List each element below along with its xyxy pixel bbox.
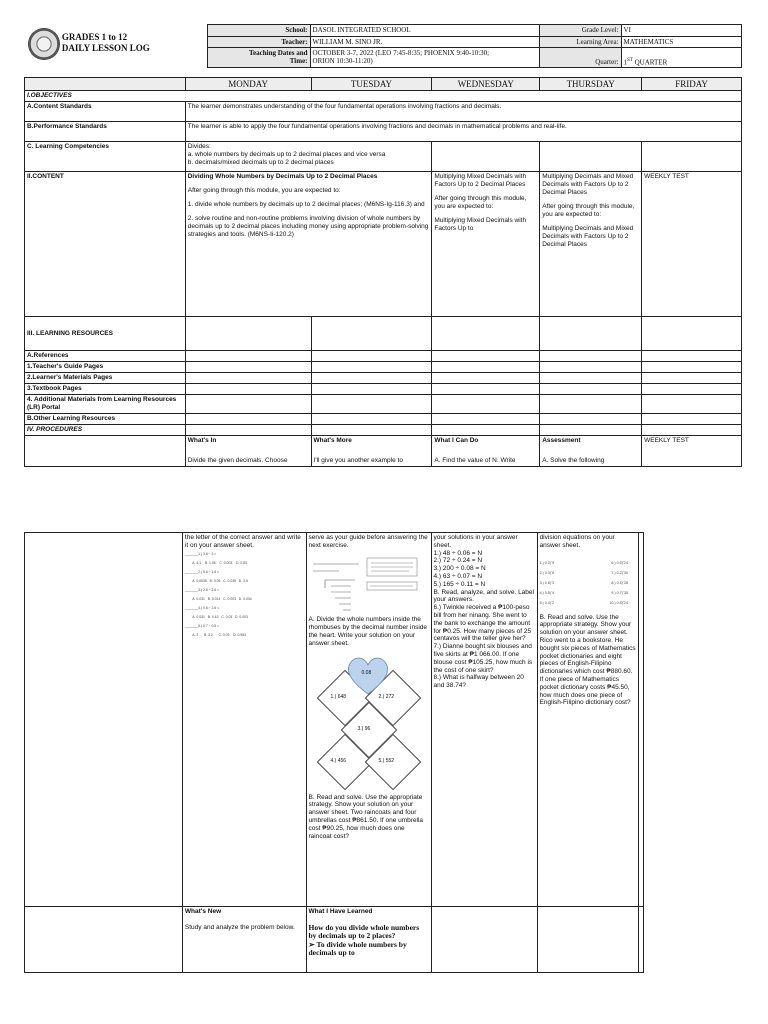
monday-whats-in-continued: the letter of the correct answer and write it on your answer sheet. _______1.) 3.6 ÷ 3 = A. 4.1 B. 1.06 C. 0.003 D. 0.83 _______2.) 5.6 ÷ 1.6 = A. 0.0035 B. 3.05 C. 0.035 D. 3.5 _______3.) 2.6 ÷ 2.6 = A. 0.031 B. 0.014 C. 0.003 D. 0.034 _______4.) 0.6 ÷ 2.6 = A. 0.031 B. 0.43 C. 0.03 D. 0.003 _______5.) 0.7 ÷ 0.5 = A. 2 B. 3.2 C. 0.03 D. 0.983 — [182, 533, 306, 907]
division-equations-image: 1.) 0.2)‾9 6.) 0.5)‾24 2.) 0.3)‾6 7.) 0.2)‾30 3.) 0.6)‾3 8.) 0.4)‾28 4.) 0.5)‾4 9.) 0.7)‾35 5.) 0.4)‾2 10.) 0.8)‾24 — [539, 560, 628, 605]
thursday-procedure: Assessment A. Solve the following — [540, 436, 642, 467]
performance-standard: The learner is able to apply the four fundamental operations involving fractions and decimals in mathematical problems and real-life. — [185, 122, 741, 142]
wednesday-content: Multiplying Mixed Decimals with Factors Up to 2 Decimal Places After going through this module, you are expected to: Multiplying Mixed Decimals with Factors Up to — [432, 172, 540, 317]
thursday-assessment-continued: division equations on your answer sheet. 1.) 0.2)‾9 6.) 0.5)‾24 2.) 0.3)‾6 7.) 0.2)‾30 3.) 0.6)‾3 8.) 0.4)‾28 4.) 0.5)‾4 9.) 0.7)‾35 5.) 0.4)‾2 10.) 0.8)‾24 B. Read and solve. Use the appropriate strategy. Show your solution on your answer sheet. Rico went to a bookstore. He bought six pieces of Mathematics pocket dictionaries and eight pieces of English-Filipino dictionaries which cost ₱880.60. If one piece of Mathematics pocket dictionary costs ₱45.50, how much does one piece of English-Filipino dictionary cost? — [537, 533, 638, 907]
lesson-log-page-2 — [24, 532, 742, 972]
tuesday-whats-more-continued: serve as your guide before answering the next exercise. A. Divide the whole numbers inside the rhombuses by the decimal number inside the heart. Write your solution on your answer sheet. 0.08 1.) 648 2.) 272 3.) 96 4.) 456 5.) 552 B. Read and solve. Use the appropriate strategy. Show your solution on your answer sheet. Two raincoats and four umbrellas cost ₱861.50. If one umbrella cost ₱90.25, how much does one raincoat cost? — [306, 533, 431, 907]
day-tuesday: TUESDAY — [311, 78, 432, 91]
grade-level: VI — [621, 25, 742, 37]
header — [24, 24, 742, 68]
brand-title: GRADES 1 to 12 DAILY LESSON LOG — [61, 32, 150, 53]
procedures-continued-table — [24, 532, 644, 973]
multiple-choice-items-image: _______1.) 3.6 ÷ 3 = A. 4.1 B. 1.06 C. 0.003 D. 0.83 _______2.) 5.6 ÷ 1.6 = A. 0.0035 B. 3.05 C. 0.035 D. 3.5 _______3.) 2.6 ÷ 2.6 = A. 0.031 B. 0.014 C. 0.003 D. 0.034 _______4.) 0.6 ÷ 2.6 = A. 0.031 B. 0.43 C. 0.03 D. 0.003 _______5.) 0.7 ÷ 0.5 = A. 2 B. 3.2 C. 0.03 D. 0.983 — [184, 551, 252, 637]
wednesday-procedure: What I Can Do A. Find the value of N. Write — [432, 436, 540, 467]
monday-procedure: What's In Divide the given decimals. Choose — [185, 436, 311, 467]
monday-content: Dividing Whole Numbers by Decimals Up to 2 Decimal Places After going through this module, you are expected to: 1. divide whole numbers by decimals up to 2 decimal places; (M6NS-Ig-116.3) and 2. solve routine and non-routine problems involving division of whole numbers by decimals up to 2 decimal places including money using appropriate problem-solving strategies and tools. (M6NS-Ii-120.2) — [185, 172, 432, 317]
day-wednesday: WEDNESDAY — [432, 78, 540, 91]
teacher-name: WILLIAM M. SINO JR. — [310, 36, 539, 48]
worked-example-illustration — [309, 556, 421, 614]
school-name: DASOL INTEGRATED SCHOOL — [310, 25, 539, 37]
teaching-dates: OCTOBER 3-7, 2022 (LEO 7:45-8:35; PHOENIX 9:40-10:30; ORION 10:30-11:20) — [310, 48, 539, 68]
tuesday-what-i-have-learned: What I Have Learned How do you divide whole numbers by decimals up to 2 places? ➢ To divide whole numbers by decimals up to — [306, 907, 431, 973]
deped-seal-icon — [28, 28, 60, 60]
header-info-table: School: DASOL INTEGRATED SCHOOL Grade Level: VI Teacher: WILLIAM M. SINO JR. Learning Area: MATHEMATICS Teaching Dates and Time: OCTOBER 3-7, 2022 (LEO 7:45-8:35; PHOENIX 9:40-10:30; ORION 10:30-11:20) Quarter: 1ST QUARTER — [207, 24, 743, 68]
quarter: 1ST QUARTER — [621, 48, 742, 68]
friday-content: WEEKLY TEST — [642, 172, 742, 317]
monday-whats-new: What's New Study and analyze the problem below. — [182, 907, 306, 973]
learning-competencies: Divides: a. whole numbers by decimals up to 2 decimal places and vice versa b. decimals/mixed decimals up to 2 decimal places — [185, 142, 432, 172]
tuesday-procedure: What's More I'll give you another example to — [311, 436, 432, 467]
objectives-heading: I.OBJECTIVES — [25, 91, 742, 102]
learning-area: MATHEMATICS — [621, 36, 742, 48]
content-standard: The learner demonstrates understanding of the four fundamental operations involving fractions and decimals. — [185, 102, 741, 122]
day-thursday: THURSDAY — [540, 78, 642, 91]
wednesday-what-i-can-do-continued: your solutions in your answer sheet. 1.) 48 ÷ 0.06 = N 2.) 72 ÷ 0.24 = N 3.) 200 ÷ 0.08 = N 4.) 63 ÷ 0.07 = N 5.) 165 ÷ 0.11 = N B. Read, analyze, and solve. Label your answers. 6.) Twinkle received a ₱100-peso bill from her ninang. She went to the bank to exchange the amount for ₱0.25. How many pieces of 25 centavos will the teller give her? 7.) Dianne bought six blouses and five skirts at ₱1 066.00. If one blouse cost ₱105.25, how much is the cost of one skirt? 8.) What is halfway between 20 and 38.74? — [431, 533, 537, 907]
lesson-log-page-1 — [24, 24, 742, 472]
rhombus-heart-activity: 0.08 1.) 648 2.) 272 3.) 96 4.) 456 5.) 552 — [309, 654, 429, 784]
day-friday: FRIDAY — [642, 78, 742, 91]
thursday-content: Multiplying Decimals and Mixed Decimals with Factors Up to 2 Decimal Places After going through this module, you are expected to: Multiplying Decimals and Mixed Decimals with Factors Up to 2 Decimal Places — [540, 172, 642, 317]
friday-procedure: WEEKLY TEST — [642, 436, 742, 467]
day-monday: MONDAY — [185, 78, 311, 91]
lesson-table: MONDAY TUESDAY WEDNESDAY THURSDAY FRIDAY I.OBJECTIVES A.Content Standards The learner demonstrates understanding of the four fundamental operations involving fractions and decimals. B.Performance Standards The learner is able to apply the four fundamental operations involving fractions and decimals in mathematical problems and real-life. C. Learning Competencies Divides: a. whole numbers by decimals up to 2 decimal places and vice versa b. decimals/mixed decimals up to 2 decimal places II.CONTENT Dividing Whole Numbers by Decimals Up to 2 Decimal Places After going through this module, you are expected to: 1. divide whole numbers by decimals up to 2 decimal places; (M6NS-Ig-116.3) and 2. solve routine and non-routine problems involving division of whole numbers by decimals up to 2 decimal places including money using appropriate problem-solving strategies and tools. (M6NS-Ii-120.2) Multiplying Mixed Decimals with Factors Up to 2 Decimal Places After going through this module, you are expected to: Multiplying Mixed Decimals with Factors Up to Multiplying Decimals and Mixed Decimals with Factors Up to 2 Decimal Places After going through this module, you are expected to: Multiplying Decimals and Mixed Decimals with Factors Up to 2 Decimal Places WEEKLY TEST III. LEARNING RESOURCES A.References 1.Teacher's Guide Pages 2.Learner's Materials Pages 3.Textbook Pages 4. Additional Materials from Learning Resources (LR) Portal B.Other Learning Resources IV. PROCEDURES What's In Divide the given decimals. Choose What's More I'll give you another example to What I Can Do A. Find the value of N. Write Assessment A. Solve the following WEEKLY TEST — [24, 77, 742, 467]
